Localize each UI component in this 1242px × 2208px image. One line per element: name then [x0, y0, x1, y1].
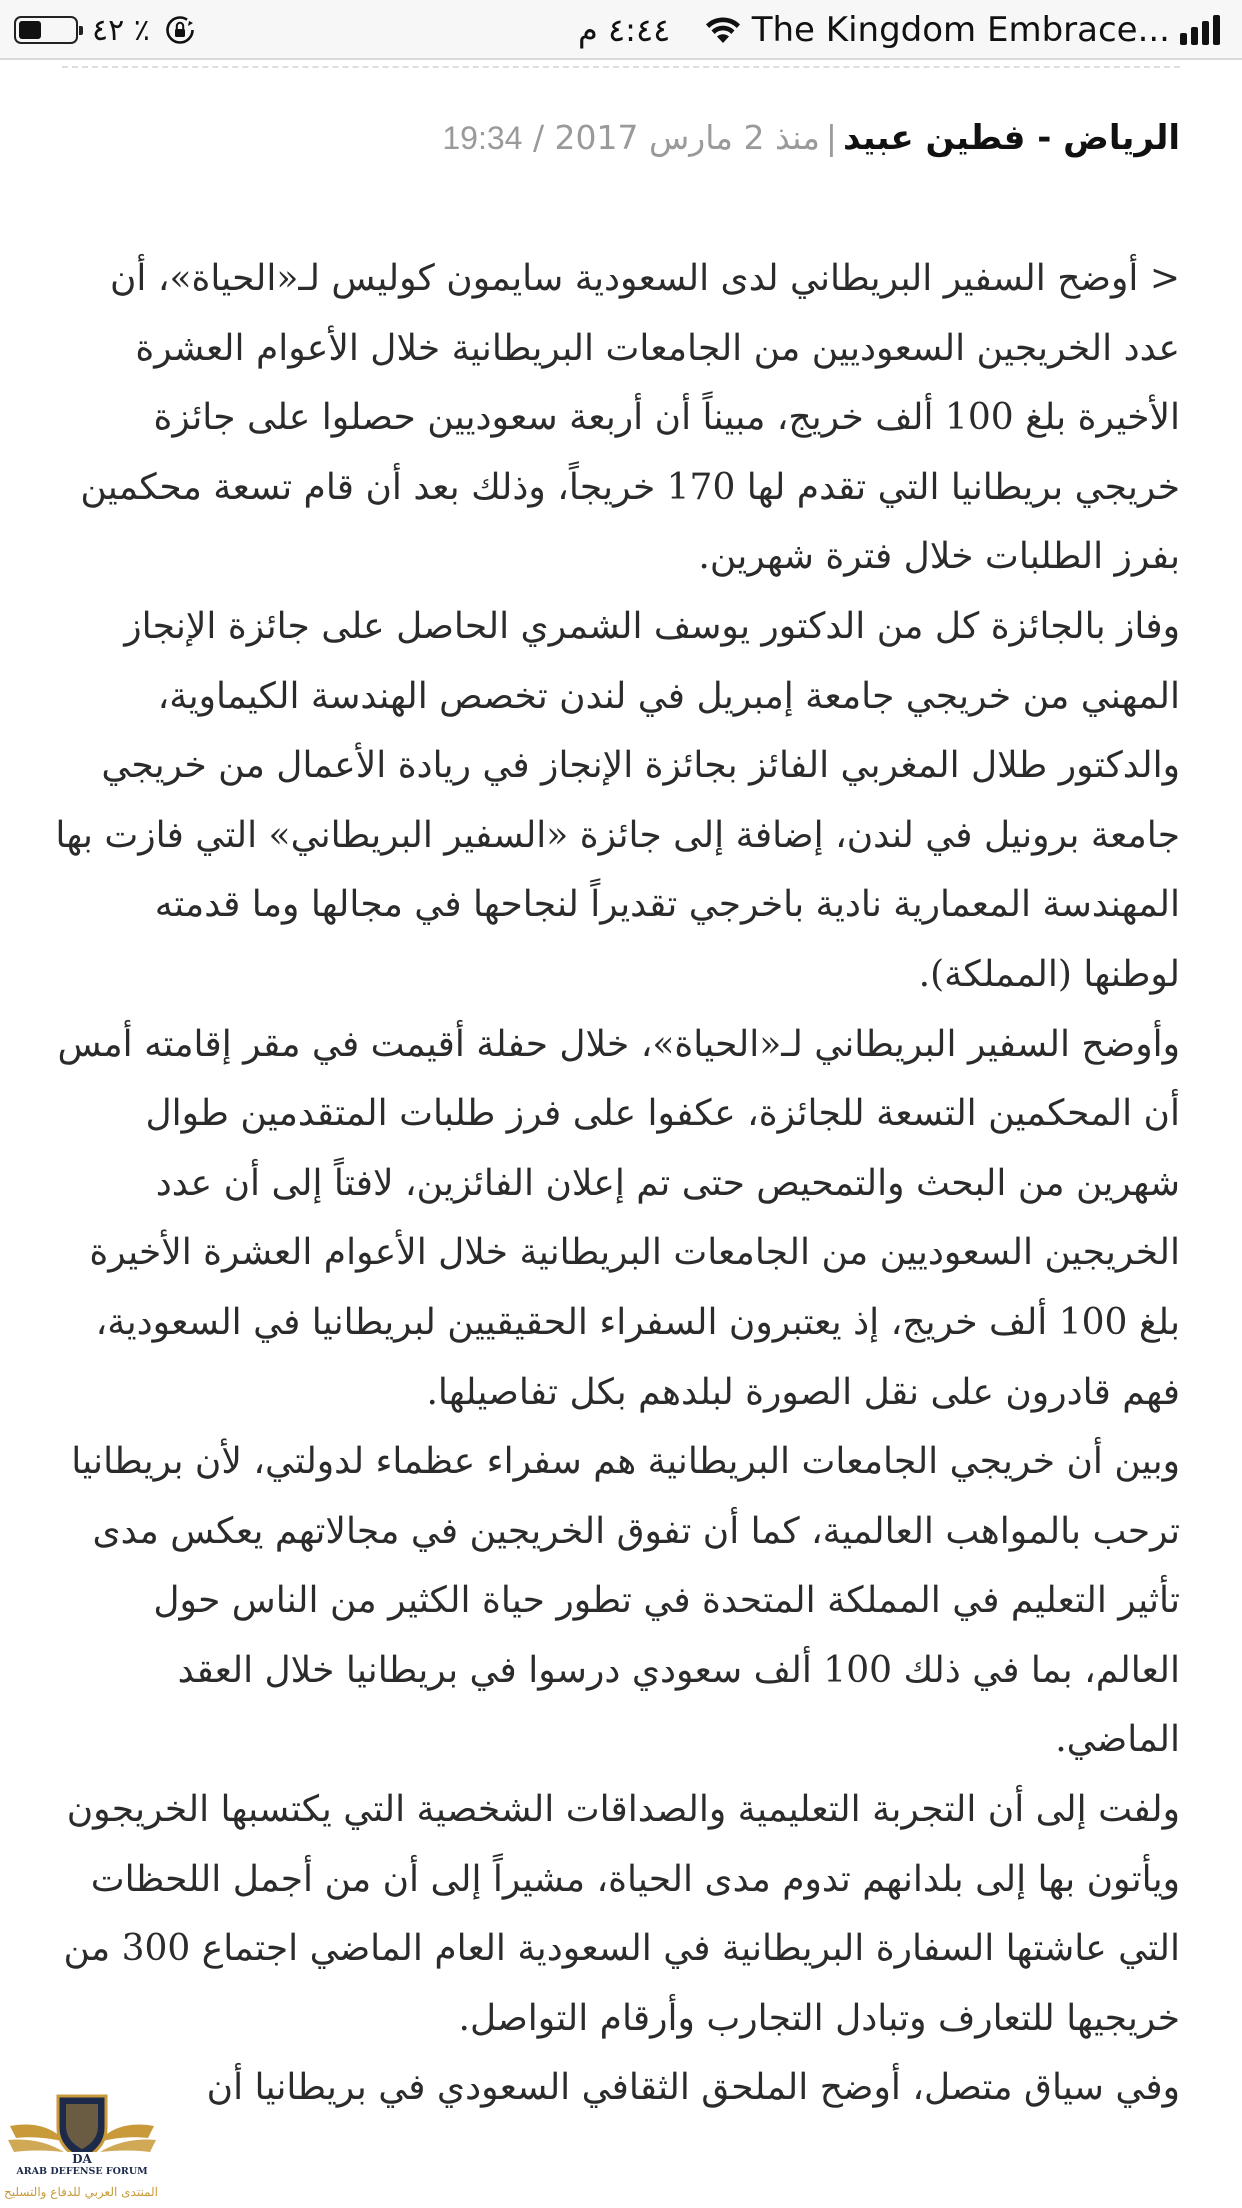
- battery-percentage: ٪ ٤٢: [92, 12, 150, 48]
- article-paragraph: ولفت إلى أن التجربة التعليمية والصداقات الشخصية التي يكتسبها الخريجون ويأتون بها إلى بلدانهم تدوم مدى الحياة، مشيراً إلى أن من أجمل اللحظات التي عاشتها السفارة البريطانية في السعودية العام الماضي اجتماع 300 من خريجيها للتعارف وتبادل التجارب وأرقام التواصل.: [63, 1789, 1180, 2039]
- status-left-group: [14, 8, 196, 52]
- signal-bar: [1202, 21, 1209, 45]
- carrier-name: The Kingdom Embrace...: [751, 10, 1170, 50]
- signal-bar: [1191, 27, 1198, 45]
- carrier-group: [704, 8, 1220, 52]
- article-paragraph: وفاز بالجائزة كل من الدكتور يوسف الشمري الحاصل على جائزة الإنجاز المهني من خريجي جامعة إمبريل في لندن تخصص الهندسة الكيماوية، والدكتور طلال المغربي الفائز بجائزة الإنجاز في ريادة الأعمال من خريجي جامعة برونيل في لندن، إضافة إلى جائزة «السفير البريطاني» التي فازت بها المهندسة المعمارية نادية باخرجي تقديراً لنجاحها في مجالها وما قدمته لوطنها (المملكة).: [55, 605, 1180, 995]
- battery-fill: [19, 21, 41, 39]
- article-body: [54, 244, 1180, 2123]
- signal-bar: [1213, 15, 1220, 45]
- location-author: الرياض - فطين عبيد: [843, 118, 1180, 158]
- wifi-icon: [704, 15, 742, 45]
- forum-watermark-logo: [6, 2082, 158, 2208]
- article-byline: [62, 112, 1180, 164]
- signal-bar: [1180, 33, 1187, 45]
- signal-bars-icon: [1180, 15, 1220, 45]
- orientation-lock-icon: [164, 14, 196, 46]
- status-time: ٤:٤٤ م: [578, 11, 671, 49]
- watermark-name-en: ARAB DEFENSE FORUM: [16, 2166, 148, 2177]
- divider: [62, 66, 1180, 68]
- publish-date: منذ 2 مارس 2017 /: [532, 118, 820, 157]
- byline-separator: |: [825, 118, 838, 157]
- status-bar: [0, 0, 1242, 60]
- watermark-name-ar: المنتدى العربي للدفاع والتسليح: [4, 2185, 158, 2199]
- article-paragraph: وفي سياق متصل، أوضح الملحق الثقافي السعودي في بريطانيا أن: [206, 2067, 1180, 2109]
- article-paragraph: وأوضح السفير البريطاني لـ«الحياة»، خلال حفلة أقيمت في مقر إقامته أمس أن المحكمين التسعة للجائزة، عكفوا على فرز طلبات المتقدمين طوال شهرين من البحث والتمحيص حتى تم إعلان الفائزين، لافتاً إلى أن عدد الخريجين السعوديين من الجامعات البريطانية خلال الأعوام العشرة الأخيرة بلغ 100 ألف خريج، إذ يعتبرون السفراء الحقيقيين لبريطانيا في السعودية، فهم قادرون على نقل الصورة لبلدهم بكل تفاصيلها.: [57, 1023, 1180, 1413]
- svg-text:DA: DA: [72, 2152, 92, 2166]
- article-paragraph: < أوضح السفير البريطاني لدى السعودية سايمون كوليس لـ«الحياة»، أن عدد الخريجين السعوديين من الجامعات البريطانية خلال الأعوام العشرة الأخيرة بلغ 100 ألف خريج، مبيناً أن أربعة سعوديين حصلوا على جائزة خريجي بريطانيا التي تقدم لها 170 خريجاً، وذلك بعد أن قام تسعة محكمين بفرز الطلبات خلال فترة شهرين.: [80, 258, 1180, 578]
- battery-icon: [14, 16, 78, 44]
- article-paragraph: وبين أن خريجي الجامعات البريطانية هم سفراء عظماء لدولتي، لأن بريطانيا ترحب بالمواهب العالمية، كما أن تفوق الخريجين في مجالاتهم يعكس مدى تأثير التعليم في المملكة المتحدة في تطور حياة الكثير من الناس حول العالم، بما في ذلك 100 ألف سعودي درسوا في بريطانيا خلال العقد الماضي.: [71, 1441, 1180, 1761]
- publish-time: 19:34: [442, 120, 523, 156]
